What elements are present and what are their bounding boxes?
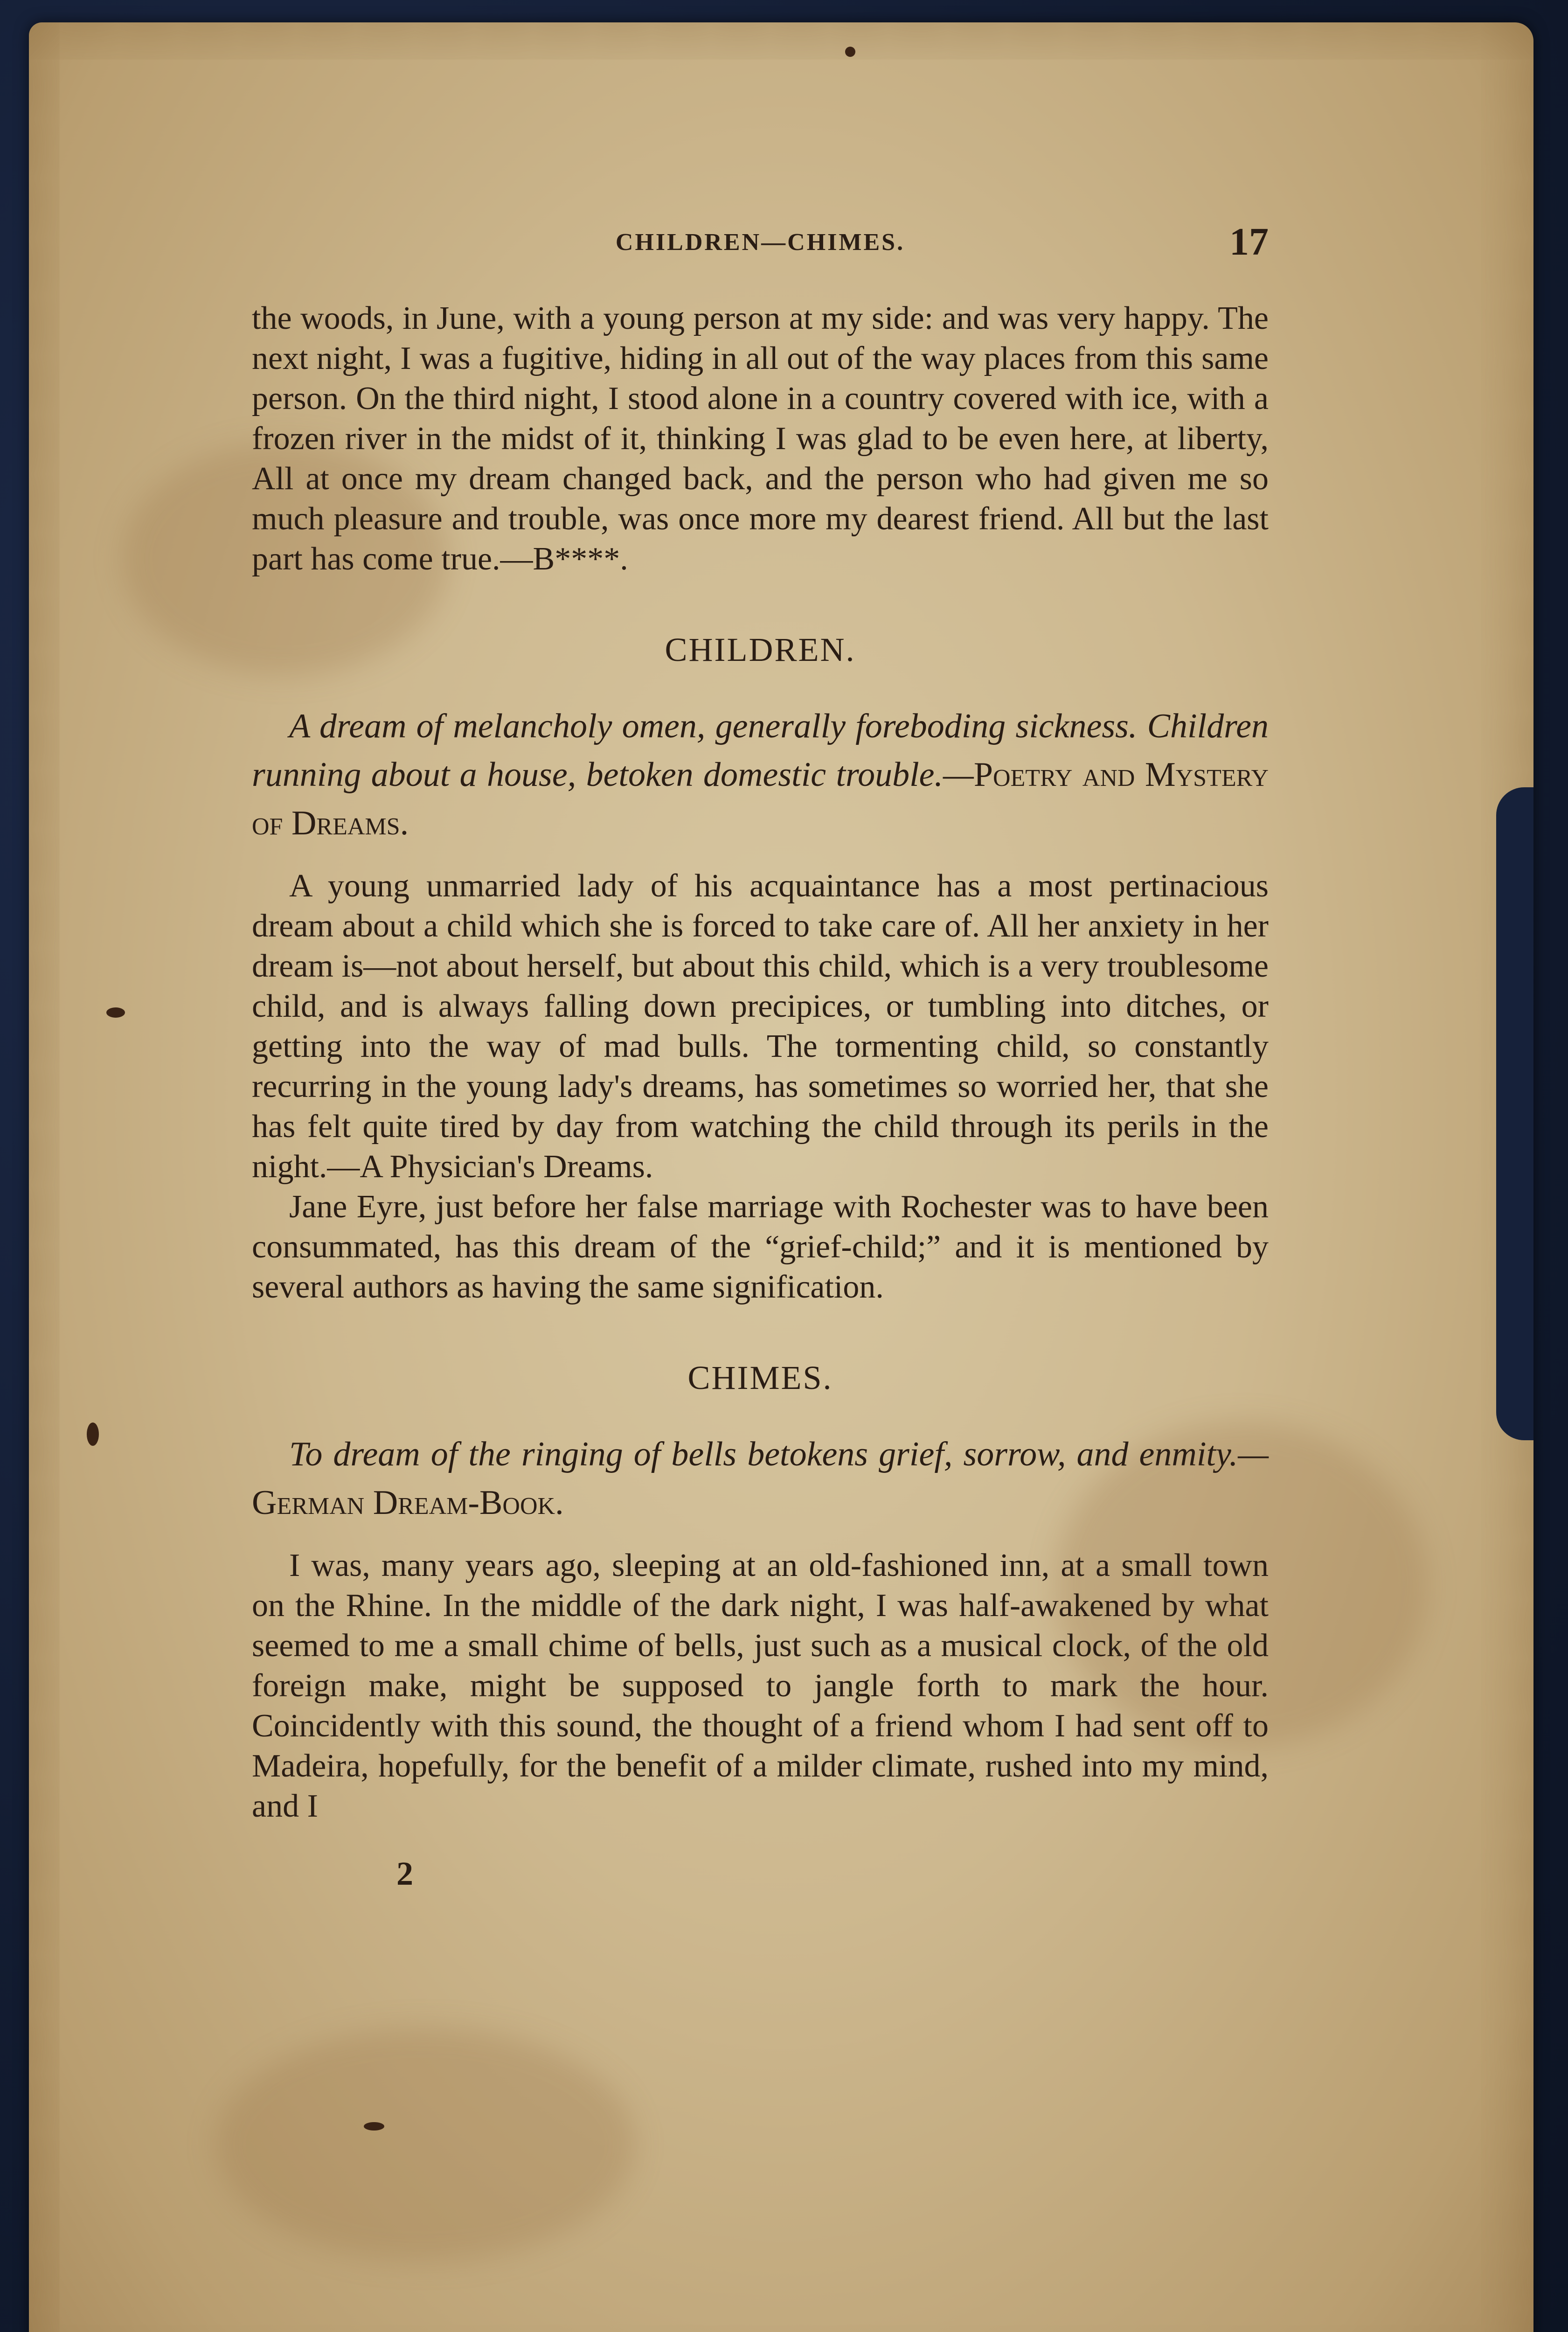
running-head	[252, 219, 1269, 264]
epigraph-chimes	[252, 1430, 1269, 1527]
ink-speck	[106, 1007, 125, 1018]
epigraph-children	[252, 702, 1269, 847]
continuation-paragraph: the woods, in June, with a young person at my side: and was very happy. The next night, I was a fugitive, hiding in all out of the way places from this same person. On the third night, I stood alone in a country covered with ice, with a frozen river in the midst of it, thinking I was glad to be even here, at liberty, All at once my dream changed back, and the person who had given me so much pleasure and trouble, was once more my dearest friend. All but the last part has come true.—B****.	[252, 300, 1269, 577]
epigraph-source: Poetry and Mystery of Dreams.	[252, 756, 1269, 842]
epigraph-source: German Dream-Book.	[252, 1484, 564, 1522]
running-title: CHILDREN—CHIMES.	[615, 229, 905, 256]
page-number: 17	[1229, 220, 1269, 264]
body-paragraph: Jane Eyre, just before her false marriage with Rochester was to have been consummated, has this dream of the “grief-child;” and it is mentioned by several authors as having the same signification.	[252, 1189, 1269, 1305]
page-text	[252, 219, 1269, 1893]
ink-speck	[364, 2122, 384, 2131]
body-paragraph: I was, many years ago, sleeping at an old-fashioned inn, at a small town on the Rhine. In the middle of the dark night, I was half-awakened by what seemed to me a small chime of bells, just such as a musical clock, of the old foreign make, might be supposed to jangle forth to mark the hour. Coincidently with this sound, the thought of a friend whom I had sent off to Madeira, hopefully, for the benefit of a milder climate, rushed into my mind, and I	[252, 1548, 1269, 1824]
signature-mark: 2	[396, 1855, 413, 1892]
torn-edge	[1496, 787, 1533, 1440]
age-stain	[215, 2028, 635, 2261]
body-paragraph: A young unmarried lady of his acquaintance has a most pertinacious dream about a child which she is forced to take care of. All her anxiety in her dream is—not about herself, but about this child, which is a very troublesome child, and is always falling down precipices, or tumbling into ditches, or getting into the way of mad bulls. The tormenting child, so constantly recurring in the young lady's dreams, has sometimes so worried her, that she has felt quite tired by day from watching the child through its perils in the night.—A Physician's Dreams.	[252, 868, 1269, 1185]
section-heading-chimes: CHIMES.	[687, 1359, 833, 1396]
epigraph-text: To dream of the ringing of bells betokens grief, sorrow, and enmity.—	[289, 1435, 1269, 1473]
ink-speck	[87, 1423, 99, 1446]
epigraph-text: A dream of melancholy omen, generally foreboding sickness. Children running about a house, betoken domestic trouble.—	[252, 707, 1269, 794]
ink-speck	[845, 47, 855, 57]
section-heading-children: CHILDREN.	[665, 631, 856, 668]
